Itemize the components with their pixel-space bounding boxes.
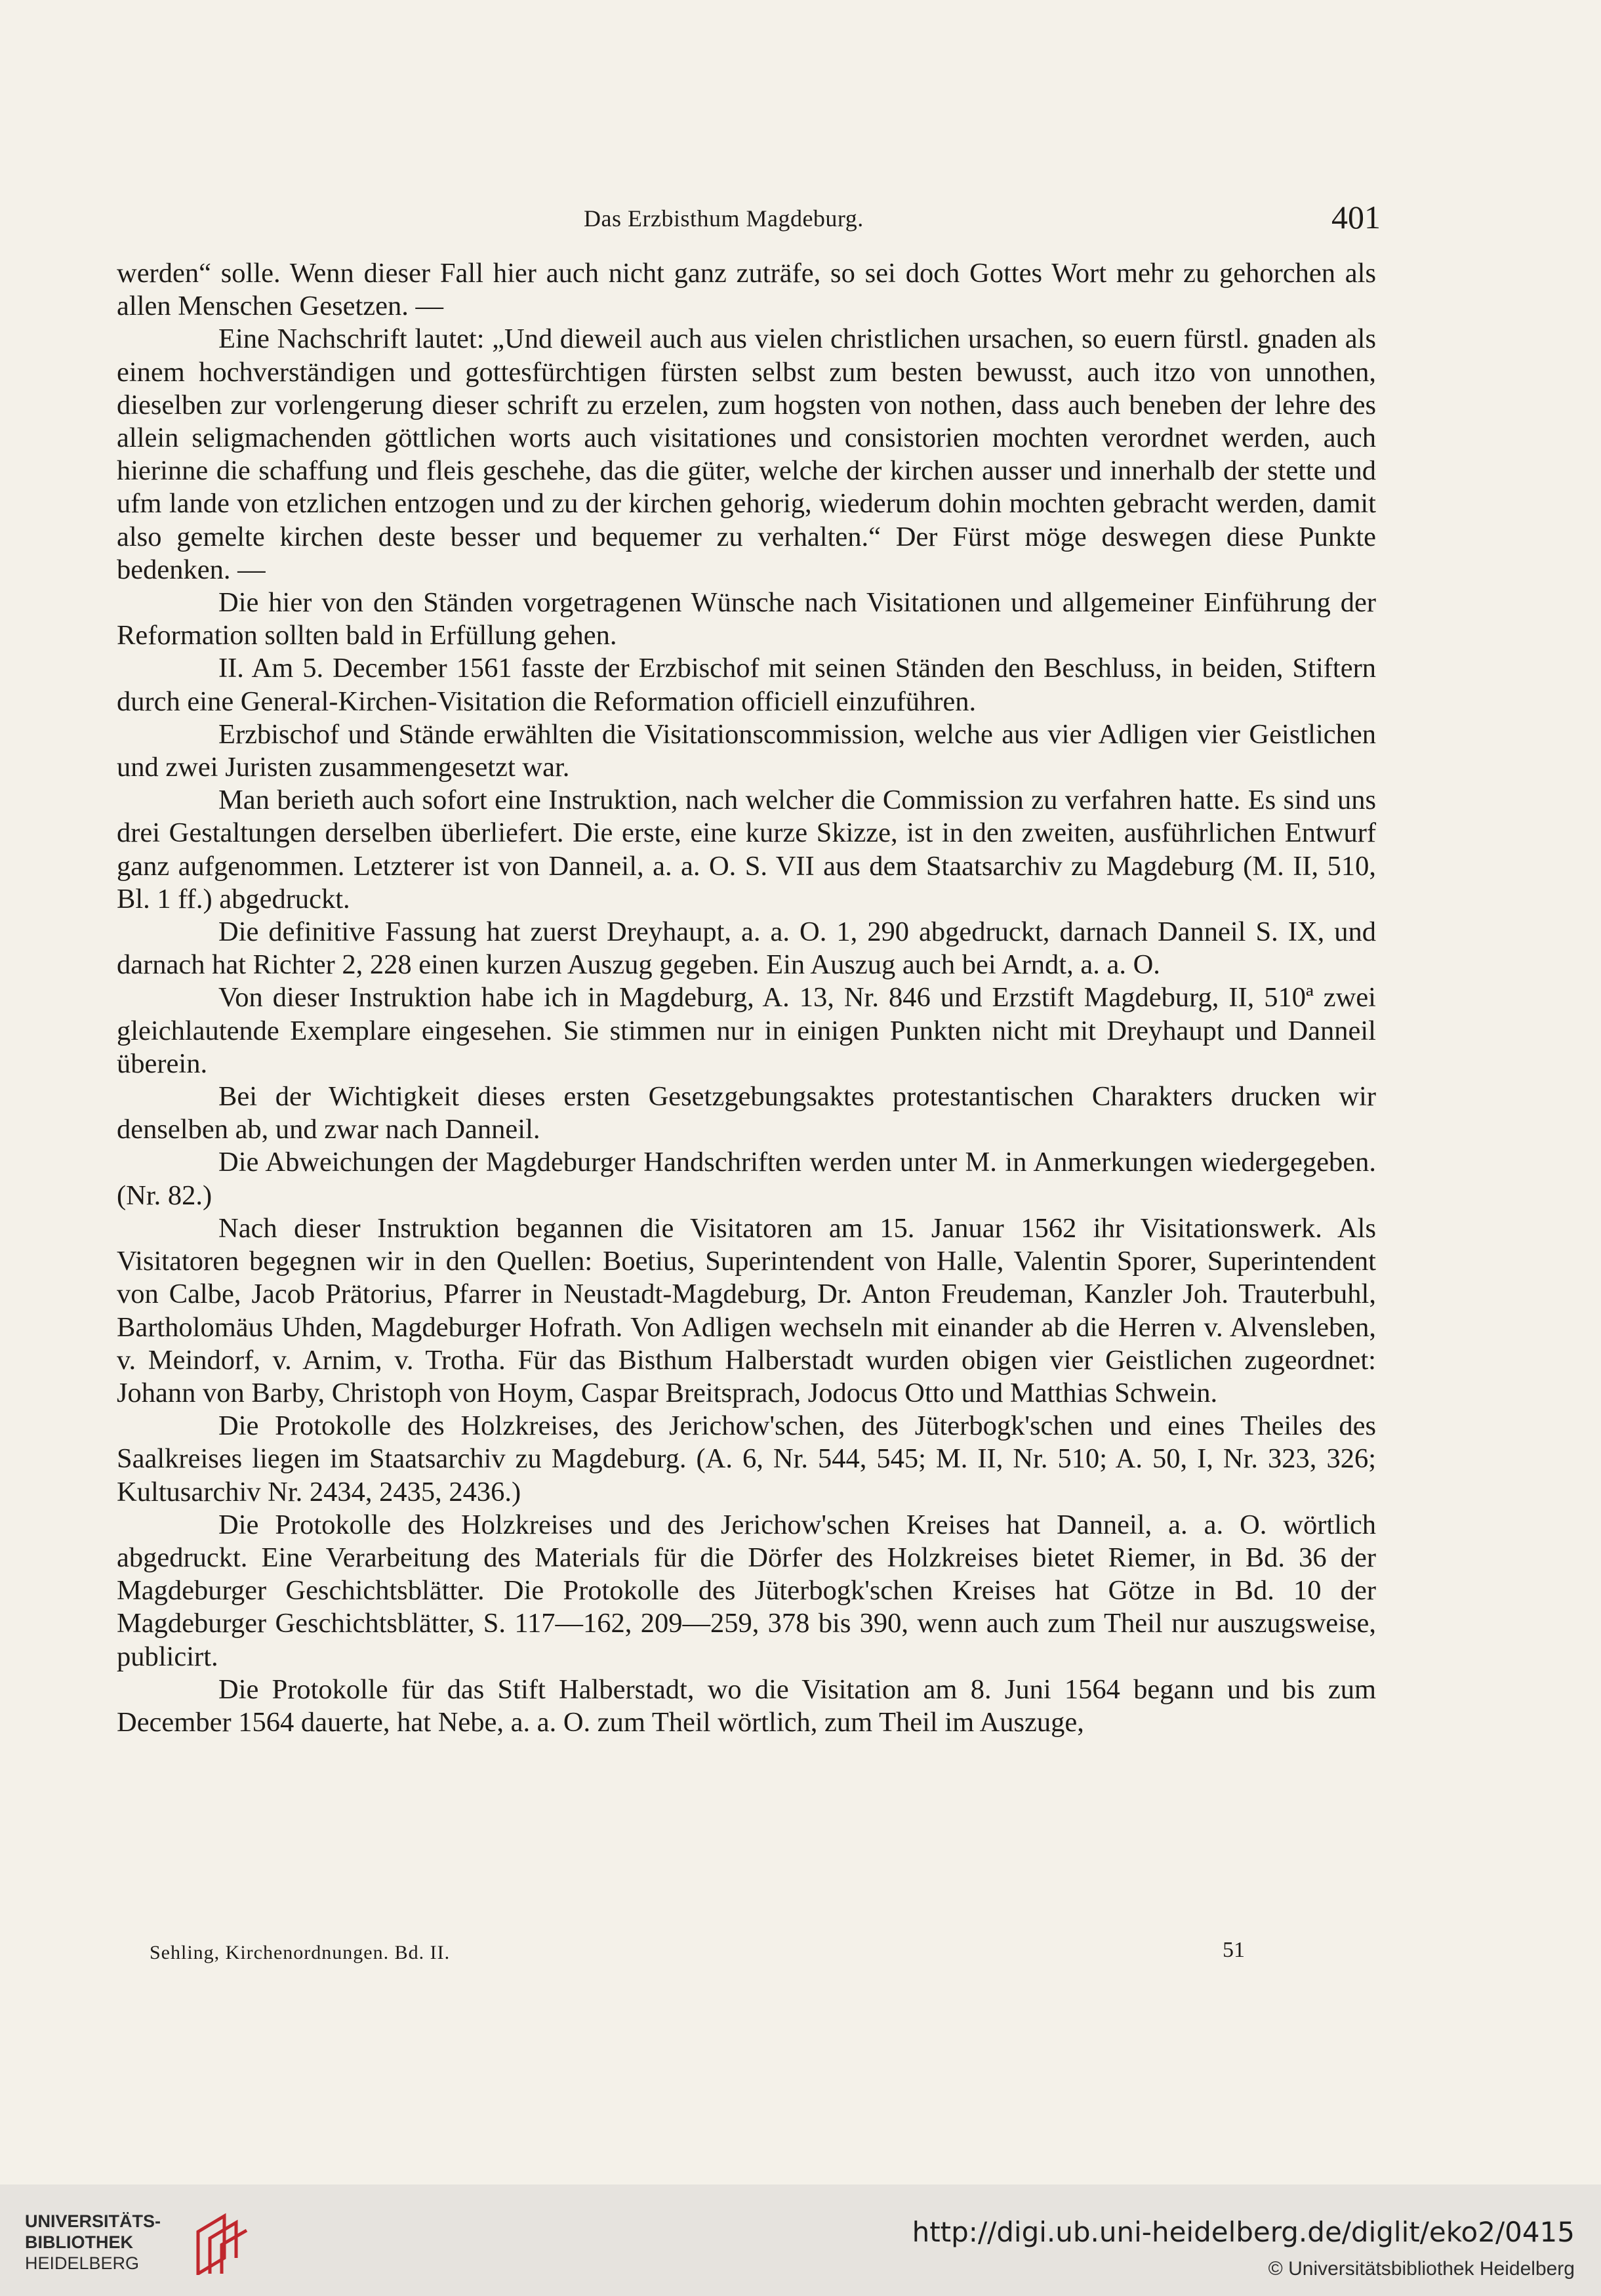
- logo-line: UNIVERSITÄTS-: [25, 2211, 161, 2231]
- logo-line: HEIDELBERG: [25, 2253, 140, 2273]
- paragraph: II. Am 5. December 1561 fasste der Erzbischof mit seinen Ständen den Beschluss, in beiden, Stiftern durch eine General-Kirchen-Visitation die Reformation officiell einzuführen.: [117, 653, 1376, 717]
- paragraph: Die definitive Fassung hat zuerst Dreyhaupt, a. a. O. 1, 290 abgedruckt, darnach Danneil S. IX, und darnach hat Richter 2, 228 einen kurzen Auszug gegeben. Ein Auszug auch bei Arndt, a. a. O.: [117, 916, 1376, 981]
- page-footer: [150, 1938, 1245, 1975]
- library-banner: [0, 2184, 1601, 2296]
- running-title: Das Erzbisthum Magdeburg.: [584, 205, 864, 232]
- body-text: [117, 257, 1376, 1739]
- signature-mark: 51: [1223, 1938, 1245, 1962]
- paragraph: Erzbischof und Stände erwählten die Visitationscommission, welche aus vier Adligen vier Geistlichen und zwei Juristen zusammengesetzt war.: [117, 718, 1376, 783]
- paragraph: Nach dieser Instruktion begannen die Visitatoren am 15. Januar 1562 ihr Visitationswerk. Als Visitatoren begegnen wir in den Quellen: Boetius, Superintendent von Halle, Valentin Sporer, Superintendent von Calbe, Jacob Prätorius, Pfarrer in Neustadt-Magdeburg, Dr. Anton Freudeman, Kanzler Joh. Trauterbuhl, Bartholomäus Uhden, Magdeburger Hofrath. Von Adligen wechseln mit einander ab die Herren v. Alvensleben, v. Meindorf, v. Arnim, v. Trotha. Für das Bisthum Halberstadt wurden obigen vier Geistlichen zugeordnet: Johann von Barby, Christoph von Hoym, Caspar Breitsprach, Jodocus Otto und Matthias Schwein.: [117, 1212, 1376, 1408]
- logo-line: BIBLIOTHEK: [25, 2232, 133, 2252]
- footer-source: Sehling, Kirchenordnungen. Bd. II.: [150, 1942, 451, 1963]
- paragraph: Von dieser Instruktion habe ich in Magdeburg, A. 13, Nr. 846 und Erzstift Magdeburg, II, 510ª zwei gleichlautende Exemplare eingesehen. Sie stimmen nur in einigen Punkten nicht mit Dreyhaupt und Danneil überein.: [117, 982, 1376, 1079]
- paragraph: Die Protokolle des Holzkreises, des Jerichow'schen, des Jüterbogk'schen und eines Theiles des Saalkreises liegen im Staatsarchiv zu Magdeburg. (A. 6, Nr. 544, 545; M. II, Nr. 510; A. 50, I, Nr. 323, 326; Kultusarchiv Nr. 2434, 2435, 2436.): [117, 1410, 1376, 1507]
- library-logo[interactable]: [25, 2211, 314, 2283]
- permalink-url[interactable]: http://digi.ub.uni-heidelberg.de/diglit/eko2/0415: [912, 2216, 1575, 2248]
- copyright-notice: © Universitätsbibliothek Heidelberg: [1268, 2258, 1575, 2280]
- paragraph: Die Protokolle des Holzkreises und des Jerichow'schen Kreises hat Danneil, a. a. O. wörtlich abgedruckt. Eine Verarbeitung des Materials für die Dörfer des Holzkreises bietet Riemer, in Bd. 36 der Magdeburger Geschichtsblätter. Die Protokolle des Jüterbogk'schen Kreises hat Götze in Bd. 10 der Magdeburger Geschichtsblätter, S. 117—162, 209—259, 378 bis 390, wenn auch zum Theil nur auszugsweise, publicirt.: [117, 1509, 1376, 1672]
- paragraph: werden“ solle. Wenn dieser Fall hier auch nicht ganz zuträfe, so sei doch Gottes Wort mehr zu gehorchen als allen Menschen Gesetzen. —: [117, 258, 1376, 322]
- running-head: [0, 197, 1601, 249]
- paragraph: Eine Nachschrift lautet: „Und dieweil auch aus vielen christlichen ursachen, so euern fürstl. gnaden als einem hochverständigen und gottesfürchtigen fürsten selbst zum besten bewusst, auch itzo von unnothen, dieselben zur vorlengerung dieser schrift zu erzelen, zum hogsten von nothen, dass auch beneben der lehre des allein seligmachenden göttlichen worts auch visitationes und consistorien mochten verordnet werden, auch hierinne die schaffung und fleis geschehe, das die güter, welche der kirchen ausser und innerhalb der stette und ufm lande von etzlichen entzogen und zu der kirchen gehorig, wiederum dohin mochten gebracht werden, damit also gemelte kirchen deste besser und bequemer zu verhalten.“ Der Fürst möge deswegen diese Punkte bedenken. —: [117, 323, 1376, 585]
- paragraph: Die hier von den Ständen vorgetragenen Wünsche nach Visitationen und allgemeiner Einführung der Reformation sollten bald in Erfüllung gehen.: [117, 587, 1376, 651]
- library-emblem-icon: [190, 2212, 249, 2275]
- paragraph: Bei der Wichtigkeit dieses ersten Gesetzgebungsaktes protestantischen Charakters drucken wir denselben ab, und zwar nach Danneil.: [117, 1081, 1376, 1145]
- page-number: 401: [1331, 199, 1381, 236]
- paragraph: Man berieth auch sofort eine Instruktion, nach welcher die Commission zu verfahren hatte. Es sind uns drei Gestaltungen derselben überliefert. Die erste, eine kurze Skizze, ist in den zweiten, ausführlichen Entwurf ganz aufgenommen. Letzterer ist von Danneil, a. a. O. S. VII aus dem Staatsarchiv zu Magdeburg (M. II, 510, Bl. 1 ff.) abgedruckt.: [117, 785, 1376, 914]
- paragraph: Die Protokolle für das Stift Halberstadt, wo die Visitation am 8. Juni 1564 begann und bis zum December 1564 dauerte, hat Nebe, a. a. O. zum Theil wörtlich, zum Theil im Auszuge,: [117, 1673, 1376, 1738]
- logo-text: [25, 2211, 161, 2274]
- paragraph: Die Abweichungen der Magdeburger Handschriften werden unter M. in Anmerkungen wiedergegeben. (Nr. 82.): [117, 1147, 1376, 1211]
